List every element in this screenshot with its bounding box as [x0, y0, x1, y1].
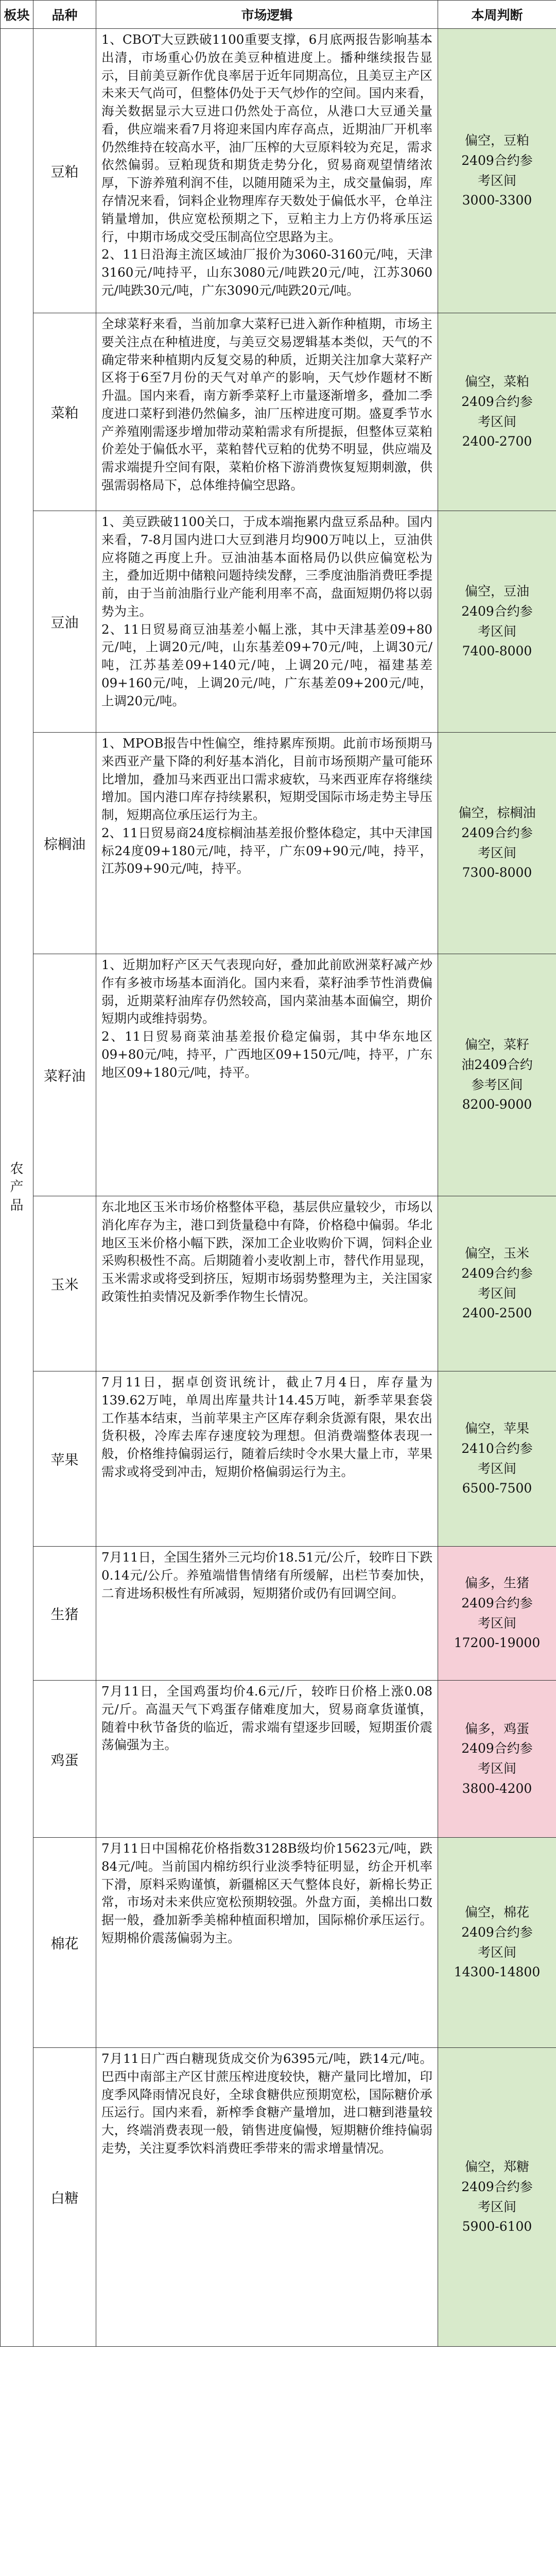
variety-cell: 棉花: [33, 1838, 96, 2048]
judgement-cell: [438, 1681, 556, 1838]
judgement-cell: [438, 29, 556, 313]
logic-cell: [96, 1196, 438, 1371]
judgement-cell: [438, 954, 556, 1196]
judgement-text: 偏多，鸡蛋 2409合约参 考区间 3800-4200: [461, 1721, 533, 1796]
table-row: [1, 1371, 556, 1547]
table-row: [1, 511, 556, 733]
logic-text: 7月11日中国棉花价格指数3128B级均价15623元/吨，跌84元/吨。当前国内棉纺织行业淡季特征明显，纺企开机率下滑，原料采购谨慎，新疆棉区天气整体良好，新棉长势正常，市场对未来供应宽松预期较强。外盘方面，美棉出口数据一般，叠加新季美棉种植面积增加，国际棉价承压运行。短期棉价震荡偏弱为主。: [101, 1841, 432, 1945]
table-row: [1, 733, 556, 954]
variety-cell: 棕榈油: [33, 733, 96, 954]
variety-cell: 豆粕: [33, 29, 96, 313]
judgement-text: 偏空，豆油 2409合约参 考区间 7400-8000: [461, 584, 533, 659]
judgement-cell: [438, 1196, 556, 1371]
judgement-text: 偏空，菜粕 2409合约参 考区间 2400-2700: [461, 374, 533, 449]
header-logic: 市场逻辑: [96, 1, 438, 29]
header-variety: 品种: [33, 1, 96, 29]
logic-cell: [96, 954, 438, 1196]
logic-text: 东北地区玉米市场价格整体平稳，基层供应量较少，市场以消化库存为主，港口到货量稳中有降，价格稳中偏弱。华北地区玉米价格小幅下跌，深加工企业收购价下调，饲料企业采购积极性不高。后期随着小麦收割上市，替代作用显现，玉米需求或将受到挤压，短期市场弱势整理为主，关注国家政策性拍卖情况及新季作物生长情况。: [101, 1199, 432, 1304]
logic-text: 1、MPOB报告中性偏空，维持累库预期。此前市场预期马来西亚产量下降的利好基本消化，目前市场预期产量可能环比增加，叠加马来西亚出口需求疲软，马来西亚库存将继续增加。国内港口库存持续累积，短期受国际市场走势主导压制，短期高位承压运行为主。 2、11日贸易商24度棕榈油基差报价整体稳定，其中天津国标24度09+180元/吨，持平，广东09+90元/吨，持平，江苏09+90元/吨，持平。: [101, 736, 432, 876]
sector-label: 农产品: [10, 1161, 24, 1213]
variety-cell: 生猪: [33, 1547, 96, 1681]
judgement-text: 偏空，郑糖 2409合约参 考区间 5900-6100: [461, 2159, 533, 2234]
table-row: [1, 29, 556, 313]
judgement-cell: [438, 733, 556, 954]
variety-cell: 豆油: [33, 511, 96, 733]
logic-text: 7月11日，据卓创资讯统计，截止7月4日，库存量为139.62万吨，单周出库量共计14.45万吨，新季苹果套袋工作基本结束，当前苹果主产区库存剩余货源有限，果农出货积极，冷库去库存速度较为理想。但消费端整体表现一般，价格维持偏弱运行，随着后续时令水果大量上市，苹果需求或将受到冲击，短期价格偏弱运行为主。: [101, 1375, 432, 1479]
variety-cell: 苹果: [33, 1371, 96, 1547]
table-row: [1, 1838, 556, 2048]
table-row: [1, 1681, 556, 1838]
logic-cell: [96, 1681, 438, 1838]
logic-cell: [96, 1547, 438, 1681]
judgement-text: 偏空，苹果 2410合约参 考区间 6500-7500: [461, 1421, 533, 1496]
judgement-text: 偏空，棉花 2409合约参 考区间 14300-14800: [454, 1905, 541, 1980]
judgement-cell: [438, 511, 556, 733]
table-row: [1, 1547, 556, 1681]
variety-cell: 菜籽油: [33, 954, 96, 1196]
logic-text: 1、美豆跌破1100关口，于成本端拖累内盘豆系品种。国内来看，7-8月国内进口大豆到港月均900万吨以上，豆油供应将随之再度上升。豆油油基本面格局仍以供应偏宽松为主，叠加近期中储粮问题持续发酵，三季度油脂消费旺季提前，由于当前油脂行业产能利用率不高，盘面短期仍将以弱势为主。 2、11日贸易商豆油基差小幅上涨，其中天津基差09+80元/吨，上调20元/吨，山东基差09+70元/吨，上调30元/吨，江苏基差09+140元/吨，上调20元/吨，福建基差09+160元/吨，上调20元/吨，广东基差09+200元/吨，上调20元/吨。: [101, 514, 432, 708]
variety-cell: 菜粕: [33, 313, 96, 511]
sector-cell: [1, 29, 33, 2347]
logic-cell: [96, 511, 438, 733]
table-row: [1, 1196, 556, 1371]
judgement-cell: [438, 1547, 556, 1681]
judgement-text: 偏空，菜籽 油2409合约 参考区间 8200-9000: [461, 1037, 533, 1112]
judgement-text: 偏空，豆粕 2409合约参 考区间 3000-3300: [461, 133, 533, 208]
logic-cell: [96, 1838, 438, 2048]
logic-cell: [96, 2048, 438, 2347]
logic-text: 7月11日，全国鸡蛋均价4.6元/斤，较昨日价格上涨0.08元/斤。高温天气下鸡蛋存储难度加大，贸易商拿货谨慎，随着中秋节备货的临近，需求端有望逐步回暖，短期蛋价震荡偏强为主。: [101, 1684, 432, 1753]
variety-cell: 白糖: [33, 2048, 96, 2347]
table-row: [1, 954, 556, 1196]
logic-cell: [96, 1371, 438, 1547]
variety-cell: 鸡蛋: [33, 1681, 96, 1838]
judgement-text: 偏空，玉米 2409合约参 考区间 2400-2500: [461, 1246, 533, 1321]
judgement-cell: [438, 1838, 556, 2048]
logic-text: 1、近期加籽产区天气表现向好，叠加此前欧洲菜籽减产炒作有多被市场基本面消化。国内来看，菜籽油季节性消费偏弱，近期菜籽油库存仍然较高，国内菜油基本面偏空，期价短期内或维持弱势。 2、11日贸易商菜油基差报价稳定偏弱，其中华东地区09+80元/吨，持平，广西地区09+150元/吨，持平，广东地区09+180元/吨，持平。: [101, 957, 432, 1080]
logic-text: 7月11日广西白糖现货成交价为6395元/吨，跌14元/吨。巴西中南部主产区甘蔗压榨进度较快，糖产量同比增加，印度季风降雨情况良好，全球食糖供应预期宽松，国际糖价承压运行。国内来看，新榨季食糖产量增加，进口糖到港量较大，终端消费表现一般，销售进度偏慢，短期糖价维持偏弱走势，关注夏季饮料消费旺季带来的需求增量情况。: [101, 2051, 432, 2156]
table-row: [1, 313, 556, 511]
logic-cell: [96, 313, 438, 511]
header-judgement: 本周判断: [438, 1, 556, 29]
judgement-cell: [438, 313, 556, 511]
table-row: [1, 2048, 556, 2347]
logic-text: 全球菜籽来看，当前加拿大菜籽已进入新作种植期，市场主要关注点在种植进度，与美豆交易逻辑基本类似，天气的不确定带来种植期内反复交易的种质，近期关注加拿大菜籽产区将于6至7月份的天气对单产的影响，天气炒作题材不断升温。国内来看，南方新季菜籽上市量逐渐增多，叠加二季度进口菜籽到港仍然偏多，油厂压榨进度可期。盛夏季节水产养殖刚需逐步增加带动菜粕需求有所提振，但整体豆菜粕价差处于偏低水平，菜粕替代豆粕的优势不明显，供应端及需求端提升空间有限，菜粕价格下游消费恢复短期刺激，供强需弱格局下，总体维持偏空思路。: [101, 316, 432, 493]
logic-cell: [96, 733, 438, 954]
judgement-cell: [438, 2048, 556, 2347]
judgement-text: 偏多，生猪 2409合约参 考区间 17200-19000: [454, 1575, 541, 1651]
judgement-text: 偏空，棕榈油 2409合约参 考区间 7300-8000: [458, 805, 536, 880]
judgement-cell: [438, 1371, 556, 1547]
logic-text: 1、CBOT大豆跌破1100重要支撑，6月底两报告影响基本出清，市场重心仍放在美豆种植进度上。播种继续报告显示，目前美豆新作优良率居于近年同期高位，且美豆主产区未来天气尚可，但整体仍处于天气炒作的空间。国内来看，海关数据显示大豆进口仍然处于高位，从港口大豆通关量看，供应端来看7月将迎来国内库存高点，近期油厂开机率仍然维持在较高水平，油厂压榨的大豆原料较为充足，需求依然偏弱。豆粕现货和期货走势分化，贸易商观望情绪浓厚，下游养殖利润不佳，以随用随采为主，成交量偏弱，库存情况来看，饲料企业物理库存天数处于偏低水平，仓单注销量增加，供应宽松预期之下，豆粕主力上方仍将承压运行，中期市场成交受压制高位空思路为主。 2、11日沿海主流区域油厂报价为3060-3160元/吨，天津3160元/吨持平，山东3080元/吨跌20元/吨，江苏3060元/吨跌30元/吨，广东3090元/吨跌20元/吨。: [101, 32, 432, 298]
logic-cell: [96, 29, 438, 313]
variety-cell: 玉米: [33, 1196, 96, 1371]
header-sector: 板块: [1, 1, 33, 29]
table-header-row: [1, 1, 556, 29]
logic-text: 7月11日，全国生猪外三元均价18.51元/公斤，较昨日下跌0.14元/公斤。养殖端惜售情绪有所缓解，出栏节奏加快，二育进场积极性有所减弱，短期猪价或仍有回调空间。: [101, 1550, 432, 1601]
